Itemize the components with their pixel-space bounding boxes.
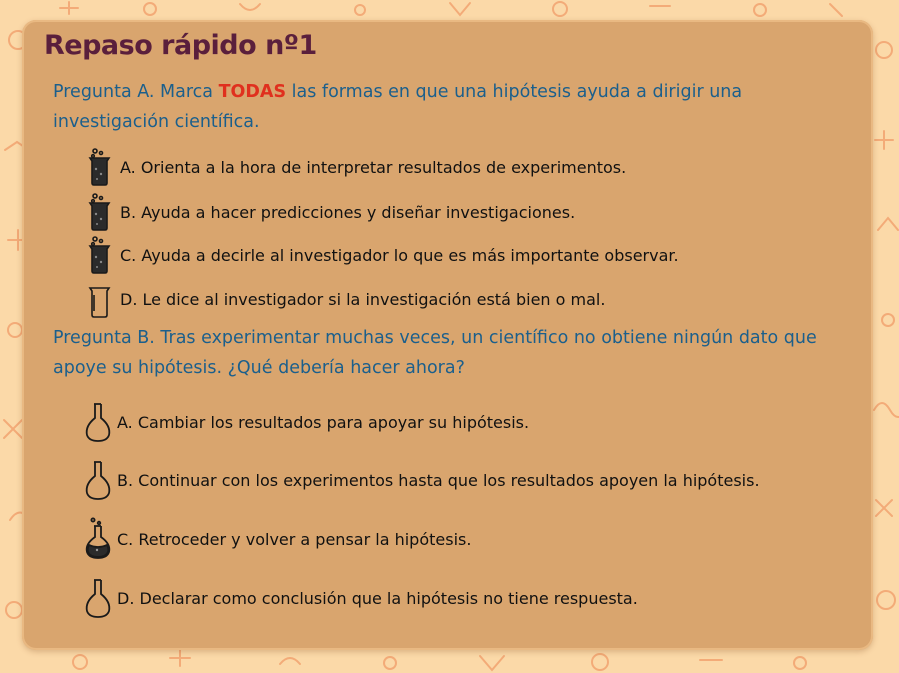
page-title: Repaso rápido nº1 bbox=[44, 30, 317, 61]
question-a-option-a[interactable] bbox=[86, 147, 626, 187]
question-a-option-d[interactable] bbox=[86, 279, 605, 319]
question-b-option-b[interactable] bbox=[83, 458, 760, 502]
question-b-option-c-label: C. Retroceder y volver a pensar la hipótesis. bbox=[117, 529, 472, 549]
question-a-highlight: TODAS bbox=[218, 82, 287, 102]
question-b-option-a[interactable] bbox=[83, 400, 529, 444]
beaker-empty-icon[interactable] bbox=[86, 279, 116, 319]
question-a-option-b[interactable] bbox=[86, 192, 575, 232]
question-b-prompt: Pregunta B. Tras experimentar muchas veces, un científico no obtiene ningún dato que apoye su hipótesis. ¿Qué debería hacer ahora? bbox=[53, 328, 817, 378]
question-a-option-c[interactable] bbox=[86, 235, 679, 275]
beaker-filled-icon[interactable] bbox=[86, 192, 116, 232]
question-a-prefix: Pregunta A. Marca bbox=[53, 82, 219, 102]
question-b-option-b-label: B. Continuar con los experimentos hasta que los resultados apoyen la hipótesis. bbox=[117, 470, 760, 490]
flask-empty-icon[interactable] bbox=[83, 400, 113, 444]
question-b-option-a-label: A. Cambiar los resultados para apoyar su hipótesis. bbox=[117, 412, 530, 432]
beaker-filled-icon[interactable] bbox=[86, 235, 116, 275]
flask-filled-icon[interactable] bbox=[83, 517, 113, 561]
question-a-suffix: las formas en que una hipótesis ayuda a dirigir una investigación científica. bbox=[53, 82, 743, 132]
flask-empty-icon[interactable] bbox=[83, 576, 113, 620]
question-a-option-b-label: B. Ayuda a hacer predicciones y diseñar investigaciones. bbox=[120, 202, 576, 222]
question-a-prompt bbox=[53, 77, 843, 137]
question-a-option-a-label: A. Orienta a la hora de interpretar resultados de experimentos. bbox=[120, 157, 627, 177]
flask-empty-icon[interactable] bbox=[83, 458, 113, 502]
beaker-filled-icon[interactable] bbox=[86, 147, 116, 187]
question-b-option-d-label: D. Declarar como conclusión que la hipótesis no tiene respuesta. bbox=[117, 588, 638, 608]
question-a-option-d-label: D. Le dice al investigador si la investigación está bien o mal. bbox=[120, 289, 606, 309]
question-a-option-c-label: C. Ayuda a decirle al investigador lo que es más importante observar. bbox=[120, 245, 679, 265]
question-b-option-d[interactable] bbox=[83, 576, 638, 620]
question-b-option-c[interactable] bbox=[83, 517, 471, 561]
